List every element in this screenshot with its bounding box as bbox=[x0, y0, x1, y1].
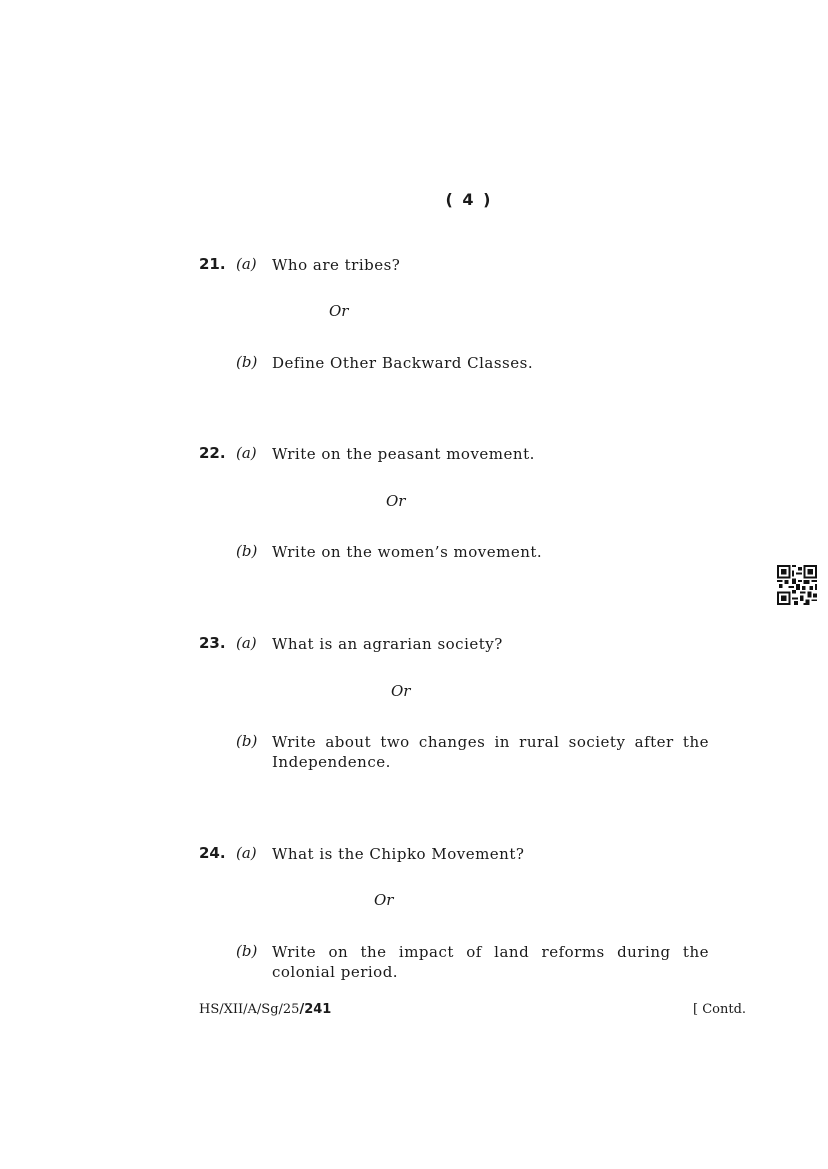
part-a-label: (a) bbox=[236, 844, 257, 862]
part-b-label: (b) bbox=[236, 353, 258, 371]
qr-code-icon bbox=[777, 565, 817, 605]
part-a-label: (a) bbox=[236, 255, 257, 273]
part-a-text: What is an agrarian society? bbox=[272, 635, 503, 653]
paper-code-prefix: HS/XII/A/Sg/25 bbox=[199, 1002, 300, 1017]
part-a-label: (a) bbox=[236, 634, 257, 652]
part-b-label: (b) bbox=[236, 542, 258, 560]
part-a-text: Who are tribes? bbox=[272, 256, 401, 274]
or-separator: Or bbox=[374, 891, 394, 909]
part-b-text: Define Other Backward Classes. bbox=[272, 354, 534, 372]
page-number: ( 4 ) bbox=[445, 190, 493, 209]
part-b-text: Write on the impact of land reforms during the colonial period. bbox=[272, 943, 709, 981]
part-b-text: Write on the women’s movement. bbox=[272, 543, 543, 561]
part-a-text: What is the Chipko Movement? bbox=[272, 845, 525, 863]
paper-code bbox=[199, 1002, 331, 1017]
question-number: 24. bbox=[199, 844, 226, 862]
or-separator: Or bbox=[386, 492, 406, 510]
paper-code-suffix: /241 bbox=[299, 1002, 332, 1017]
part-b-label: (b) bbox=[236, 732, 258, 750]
part-b-label: (b) bbox=[236, 942, 258, 960]
part-b-text: Write about two changes in rural society after the Independence. bbox=[272, 733, 709, 771]
or-separator: Or bbox=[329, 302, 349, 320]
part-a-text: Write on the peasant movement. bbox=[272, 445, 535, 463]
question-number: 22. bbox=[199, 444, 226, 462]
question-number: 21. bbox=[199, 255, 226, 273]
or-separator: Or bbox=[391, 682, 411, 700]
question-number: 23. bbox=[199, 634, 226, 652]
part-a-label: (a) bbox=[236, 444, 257, 462]
contd-label: [ Contd. bbox=[693, 1002, 747, 1017]
